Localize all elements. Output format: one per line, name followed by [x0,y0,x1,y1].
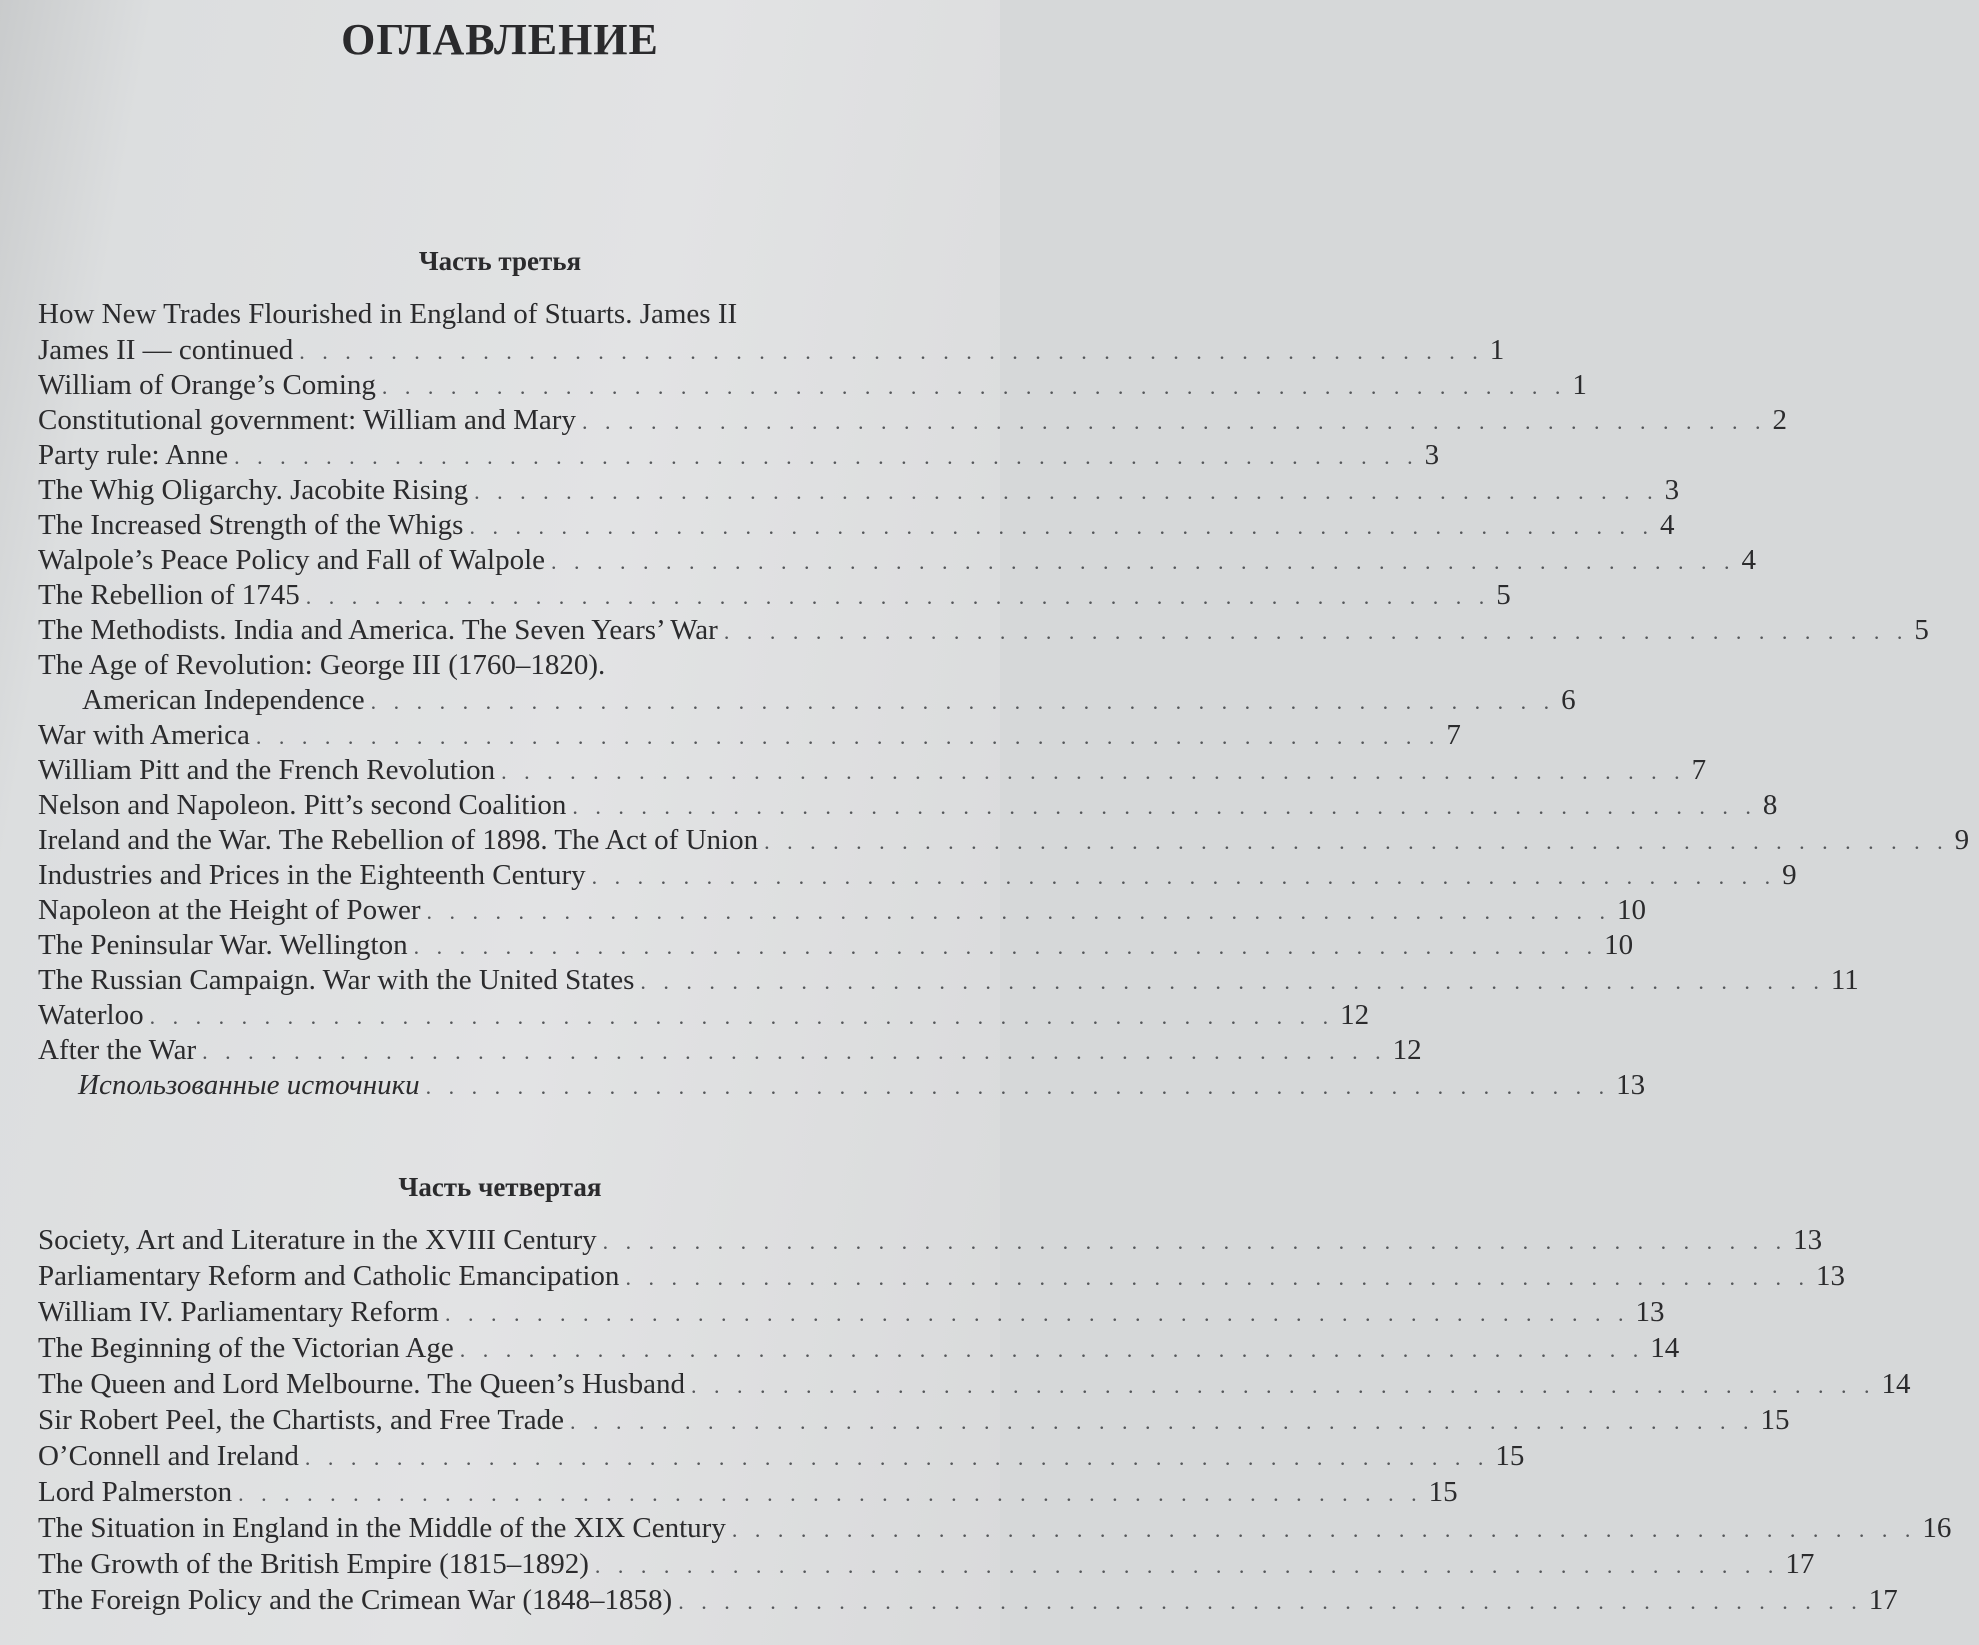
toc-entry: War with America . . . 7 [38,717,1000,753]
toc-entry: Parliamentary Reform and Catholic Emancipation . . . 13 [38,1258,1000,1294]
toc-entry: The Peninsular War. Wellington . . . 10 [38,927,1000,963]
toc-entry: Napoleon at the Height of Power . . . 10 [38,892,1000,928]
toc-entry: The Rebellion of 1745 . . . 5 [38,577,1000,613]
part-heading-4: Часть четвертая [398,1172,602,1202]
toc-entry: James II — continued . . . 1 [38,332,1000,368]
toc-entry: William Pitt and the French Revolution . . . 7 [38,752,1000,788]
toc-entry: Ireland and the War. The Rebellion of 1898. The Act of Union . . . 9 [38,822,1000,858]
toc-entry: How New Trades Flourished in England of Stuarts. James II [38,298,738,330]
toc-entry: Lord Palmerston . . . 15 [38,1474,1000,1510]
toc-entry: After the War . . . 12 [38,1032,1000,1068]
toc-entry: The Russian Campaign. War with the United States . . . 11 [38,962,1000,998]
toc-entry: The Foreign Policy and the Crimean War (1848–1858) . . . 17 [38,1582,1000,1618]
toc-entry: The Whig Oligarchy. Jacobite Rising . . . 3 [38,472,1000,508]
toc-entry: The Methodists. India and America. The Seven Years’ War . . . 5 [38,612,1000,648]
toc-entry: The Situation in England in the Middle of the XIX Century . . . 16 [38,1510,1000,1546]
toc-entry: The Age of Revolution: George III (1760–1820). [38,649,606,681]
toc-entry: Sir Robert Peel, the Chartists, and Free Trade . . . 15 [38,1402,1000,1438]
toc-entry: American Independence . . . 6 [38,682,1000,718]
toc-entry: Constitutional government: William and Mary . . . 2 [38,402,1000,438]
toc-entry: William of Orange’s Coming . . . 1 [38,367,1000,403]
page-title: ОГЛАВЛЕНИЕ [341,15,659,64]
toc-entry: Nelson and Napoleon. Pitt’s second Coalition . . . 8 [38,787,1000,823]
toc-entry: William IV. Parliamentary Reform . . . 13 [38,1294,1000,1330]
toc-entry: Society, Art and Literature in the XVIII Century . . . 13 [38,1222,1000,1258]
toc-entry: Industries and Prices in the Eighteenth Century . . . 9 [38,857,1000,893]
toc-entry: Waterloo . . . 12 [38,997,1000,1033]
toc-entry: Использованные источники . . . 13 [38,1067,1000,1103]
toc-entry: O’Connell and Ireland . . . 15 [38,1438,1000,1474]
toc-entry: The Beginning of the Victorian Age . . . 14 [38,1330,1000,1366]
toc-entry: The Increased Strength of the Whigs . . . 4 [38,507,1000,543]
toc-entry: The Queen and Lord Melbourne. The Queen’s Husband . . . 14 [38,1366,1000,1402]
part-heading-3: Часть третья [418,246,582,276]
toc-entry: Party rule: Anne . . . 3 [38,437,1000,473]
toc-entry: The Growth of the British Empire (1815–1892) . . . 17 [38,1546,1000,1582]
toc-entry: Walpole’s Peace Policy and Fall of Walpole . . . 4 [38,542,1000,578]
